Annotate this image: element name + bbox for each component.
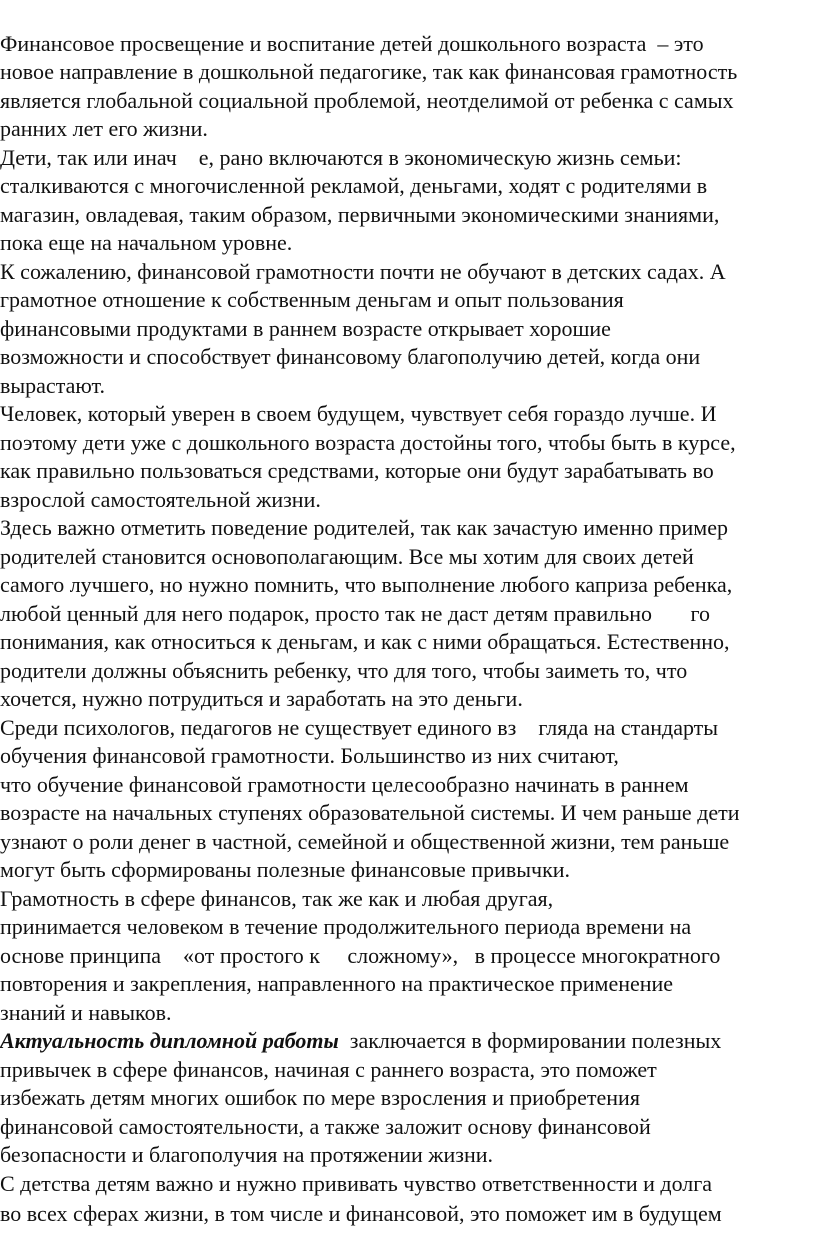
text-line: новое направление в дошкольной педагогике, так как финансовая грамотность <box>0 59 738 84</box>
text-line: знаний и навыков. <box>0 1000 172 1025</box>
text-line: сталкиваются с многочисленной рекламой, деньгами, ходят с родителями в <box>0 173 708 198</box>
text-line: могут быть сформированы полезные финансовые привычки. <box>0 857 571 882</box>
text-line: пока еще на начальном уровне. <box>0 230 293 255</box>
text-line: узнают о роли денег в частной, семейной и общественной жизни, тем раньше <box>0 829 730 854</box>
text-line: принимается человеком в течение продолжительного периода времени на <box>0 914 692 939</box>
text-line: любой ценный для него подарок, просто так не даст детям правильно го <box>0 601 711 626</box>
text-line: хочется, нужно потрудиться и заработать на это деньги. <box>0 686 523 711</box>
text-line: безопасности и благополучия на протяжении жизни. <box>0 1142 494 1167</box>
text-line: во всех сферах жизни, в том числе и финансовой, это поможет им в будущем <box>0 1201 722 1226</box>
text-line: вырастают. <box>0 373 105 398</box>
text-line: привычек в сфере финансов, начиная с раннего возраста, это поможет <box>0 1057 657 1082</box>
text-line: поэтому дети уже с дошкольного возраста достойны того, чтобы быть в курсе, <box>0 430 736 455</box>
text-line: С детства детям важно и нужно прививать чувство ответственности и долга <box>0 1171 713 1196</box>
document-page <box>0 30 816 1238</box>
text-line: К сожалению, финансовой грамотности почти не обучают в детских садах. А <box>0 259 726 284</box>
text-line: возможности и способствует финансовому благополучию детей, когда они <box>0 344 701 369</box>
text-line: самого лучшего, но нужно помнить, что выполнение любого каприза ребенка, <box>0 572 733 597</box>
text-line: повторения и закрепления, направленного на практическое применение <box>0 971 674 996</box>
text-line: избежать детям многих ошибок по мере взросления и приобретения <box>0 1085 640 1110</box>
text-line: понимания, как относиться к деньгам, и как с ними обращаться. Естественно, <box>0 629 730 654</box>
text-line: Здесь важно отметить поведение родителей, так как зачастую именно пример <box>0 515 728 540</box>
text-line: обучения финансовой грамотности. Большинство из них считают, <box>0 743 619 768</box>
text-line: основе принципа «от простого к сложному», в процессе многократного <box>0 943 721 968</box>
text-line: взрослой самостоятельной жизни. <box>0 487 321 512</box>
text-line: Финансовое просвещение и воспитание детей дошкольного возраста – это <box>0 31 704 56</box>
text-line: Среди психологов, педагогов не существует единого вз гляда на стандарты <box>0 715 719 740</box>
text-line: Дети, так или инач е, рано включаются в экономическую жизнь семьи: <box>0 145 682 170</box>
text-line: ранних лет его жизни. <box>0 116 208 141</box>
text-line: родителей становится основополагающим. Все мы хотим для своих детей <box>0 544 694 569</box>
text-line: родители должны объяснить ребенку, что для того, чтобы заиметь то, что <box>0 658 688 683</box>
relevance-heading: Актуальность дипломной работы <box>0 1028 339 1053</box>
text-line: как правильно пользоваться средствами, которые они будут зарабатывать во <box>0 458 714 483</box>
text-line: Грамотность в сфере финансов, так же как и любая другая, <box>0 886 554 911</box>
text-line: финансовой самостоятельности, а также заложит основу финансовой <box>0 1114 651 1139</box>
text-line: что обучение финансовой грамотности целесообразно начинать в раннем <box>0 772 689 797</box>
text-line: Человек, который уверен в своем будущем, чувствует себя гораздо лучше. И <box>0 401 717 426</box>
text-line: грамотное отношение к собственным деньгам и опыт пользования <box>0 287 624 312</box>
text-line: магазин, овладевая, таким образом, первичными экономическими знаниями, <box>0 202 720 227</box>
text-line: финансовыми продуктами в раннем возрасте открывает хорошие <box>0 316 611 341</box>
text-line <box>0 1027 721 1055</box>
text-run: заключается в формировании полезных <box>338 1028 722 1053</box>
text-line: является глобальной социальной проблемой, неотделимой от ребенка с самых <box>0 88 734 113</box>
text-line: возрасте на начальных ступенях образовательной системы. И чем раньше дети <box>0 800 740 825</box>
